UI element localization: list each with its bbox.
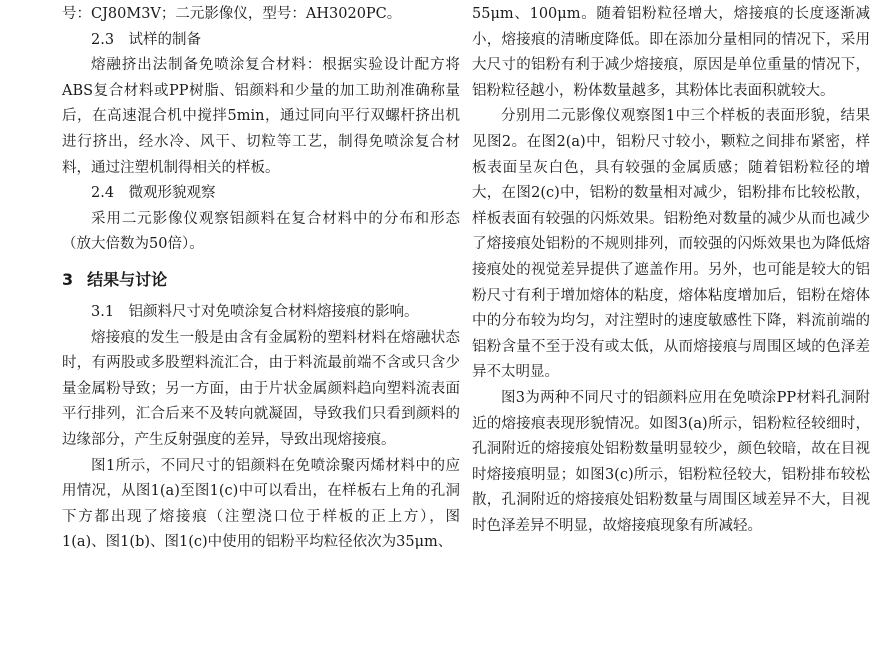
continued-paragraph: 55μm、100μm。随着铝粉粒径增大，熔接痕的长度逐渐减小，熔接痕的清晰度降低。即在添加分量相同的情况下，采用大尺寸的铝粉有利于减少熔接痕，原因是单位重量的情况下，铝粉粒径越小，粉体数量越多，其粉体比表面积就较大。 [472, 6, 870, 99]
equipment-line: 号：CJ80M3V；二元影像仪，型号：AH3020PC。 [62, 6, 402, 22]
section-3-1-paragraph-a: 熔接痕的发生一般是由含有金属粉的塑料材料在熔融状态时，有两股或多股塑料流汇合，由于料流最前端不含或只含少量金属粉导致；另一方面，由于片状金属颜料趋向塑料流表面平行排列，汇合后来不及转向就凝固，导致我们只看到颜料的边缘部分，产生反射强度的差异，导致出现熔接痕。 [62, 329, 460, 448]
section-3-1-paragraph-b: 图1所示，不同尺寸的铝颜料在免喷涂聚丙烯材料中的应用情况，从图1(a)至图1(c)中可以看出，在样板右上角的孔洞下方都出现了熔接痕（注塑浇口位于样板的正上方），图1(a)、图1(b)、图1(c)中使用的铝粉平均粒径依次为35μm、 [62, 457, 460, 551]
section-2-4-title: 2.4 微观形貌观察 [91, 185, 216, 202]
section-2-3-title: 2.3 试样的制备 [91, 31, 202, 48]
section-3-1-title: 3.1 铝颜料尺寸对免喷涂复合材料熔接痕的影响。 [91, 303, 419, 320]
section-2-4-paragraph: 采用二元影像仪观察铝颜料在复合材料中的分布和形态（放大倍数为50倍）。 [62, 210, 460, 253]
figure-2-paragraph: 分别用二元影像仪观察图1中三个样板的表面形貌，结果见图2。在图2(a)中，铝粉尺寸较小，颗粒之间排布紧密，样板表面呈灰白色，具有较强的金属质感；随着铝粉粒径的增大，在图2(c)中，铝粉的数量相对减少，铝粉排布比较松散，样板表面有较强的闪烁效果。铝粉绝对数量的减少从而也减少了熔接痕处铝粉的不规则排列，而较强的闪烁效果也为降低熔接痕处的视觉差异提供了遮盖作用。另外，也可能是较大的铝粉尺寸有利于增加熔体的粘度，熔体粘度增加后，铝粉在熔体中的分布较为均匀，对注塑时的速度敏感性下降，料流前端的铝粉含量不至于没有或太低，从而熔接痕与周围区域的色泽差异不太明显。 [472, 108, 870, 381]
section-2-3-paragraph: 熔融挤出法制备免喷涂复合材料：根据实验设计配方将ABS复合材料或PP树脂、铝颜料和少量的加工助剂准确称量后，在高速混合机中搅拌5min，通过同向平行双螺杆挤出机进行挤出，经水冷、风干、切粒等工艺，制得免喷涂复合材料，通过注塑机制得相关的样板。 [62, 57, 460, 176]
section-3-number: 3 [62, 269, 74, 289]
left-column [62, 2, 460, 556]
section-3-heading [62, 267, 460, 293]
right-column [472, 2, 870, 539]
figure-3-paragraph: 图3为两种不同尺寸的铝颜料应用在免喷涂PP材料孔洞附近的熔接痕表现形貌情况。如图3(a)所示，铝粉粒径较细时，孔洞附近的熔接痕处铝粉数量明显较少，颜色较暗，故在目视时熔接痕明显；如图3(c)所示，铝粉粒径较大，铝粉排布较松散，孔洞附近的熔接痕处铝粉数量与周围区域差异不大，目视时色泽差异不明显，故熔接痕现象有所减轻。 [472, 389, 870, 534]
section-3-title: 结果与讨论 [87, 269, 168, 289]
